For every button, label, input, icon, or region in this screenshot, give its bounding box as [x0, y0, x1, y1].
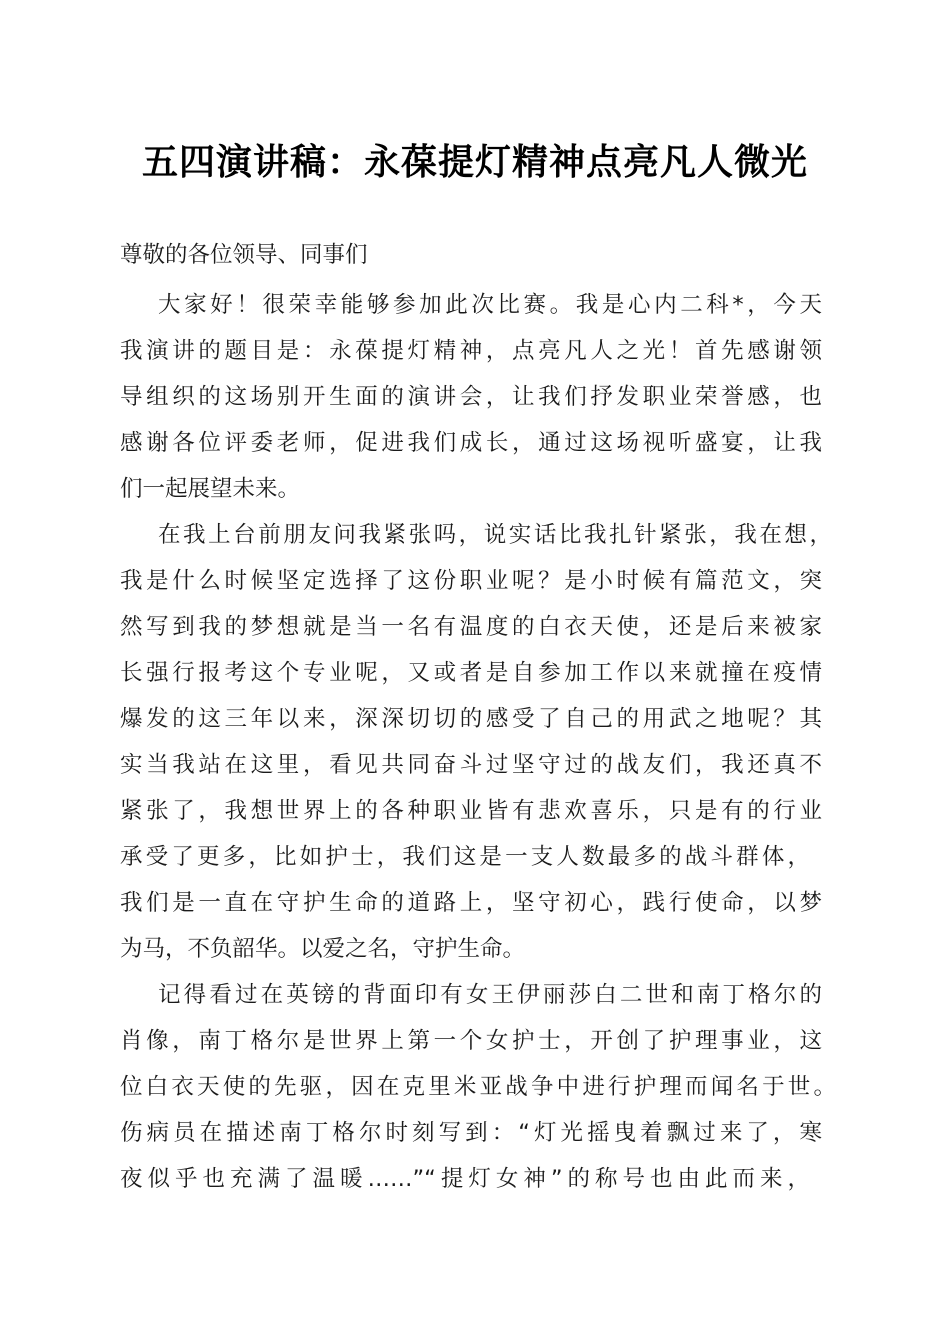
paragraph-2-line-8: 承受了更多，比如护士，我们这是一支人数最多的战斗群体，: [120, 844, 810, 870]
paragraph-1-line-4: 感谢各位评委老师，促进我们成长，通过这场视听盛宴，让我: [120, 430, 822, 456]
paragraph-2-line-10: 为马，不负韶华。以爱之名，守护生命。: [120, 936, 526, 962]
paragraph-2-line-9: 我们是一直在守护生命的道路上，坚守初心，践行使命，以梦: [120, 890, 822, 916]
paragraph-1-line-2: 我演讲的题目是：永葆提灯精神，点亮凡人之光！首先感谢领: [120, 338, 822, 364]
paragraph-1-line-3: 导组织的这场别开生面的演讲会，让我们抒发职业荣誉感，也: [120, 384, 822, 410]
paragraph-2-line-3: 然写到我的梦想就是当一名有温度的白衣天使，还是后来被家: [120, 614, 822, 640]
paragraph-2-line-6: 实当我站在这里，看见共同奋斗过坚守过的战友们，我还真不: [120, 752, 822, 778]
paragraph-2-line-5: 爆发的这三年以来，深深切切的感受了自己的用武之地呢？其: [120, 706, 822, 732]
paragraph-3-line-2: 肖像，南丁格尔是世界上第一个女护士，开创了护理事业，这: [120, 1028, 822, 1054]
paragraph-2-line-7: 紧张了，我想世界上的各种职业皆有悲欢喜乐，只是有的行业: [120, 798, 822, 824]
paragraph-1-line-5: 们一起展望未来。: [120, 476, 301, 502]
document-title: 五四演讲稿：永葆提灯精神点亮凡人微光: [141, 141, 808, 183]
paragraph-3-line-5: 夜似乎也充满了温暖……”“提灯女神”的称号也由此而来，: [120, 1166, 810, 1192]
paragraph-2-line-4: 长强行报考这个专业呢，又或者是自参加工作以来就撞在疫情: [120, 660, 822, 686]
paragraph-2-line-1: 在我上台前朋友问我紧张吗，说实话比我扎针紧张，我在想，: [158, 522, 832, 548]
paragraph-2-line-2: 我是什么时候坚定选择了这份职业呢？是小时候有篇范文，突: [120, 568, 822, 594]
paragraph-3-line-1: 记得看过在英镑的背面印有女王伊丽莎白二世和南丁格尔的: [158, 982, 822, 1008]
paragraph-3-line-4: 伤病员在描述南丁格尔时刻写到：“灯光摇曳着飘过来了，寒: [120, 1120, 822, 1146]
salutation: 尊敬的各位领导、同事们: [120, 242, 368, 268]
paragraph-1-line-1: 大家好！很荣幸能够参加此次比赛。我是心内二科*，今天: [158, 292, 822, 318]
paragraph-3-line-3: 位白衣天使的先驱，因在克里米亚战争中进行护理而闻名于世。: [120, 1074, 836, 1100]
